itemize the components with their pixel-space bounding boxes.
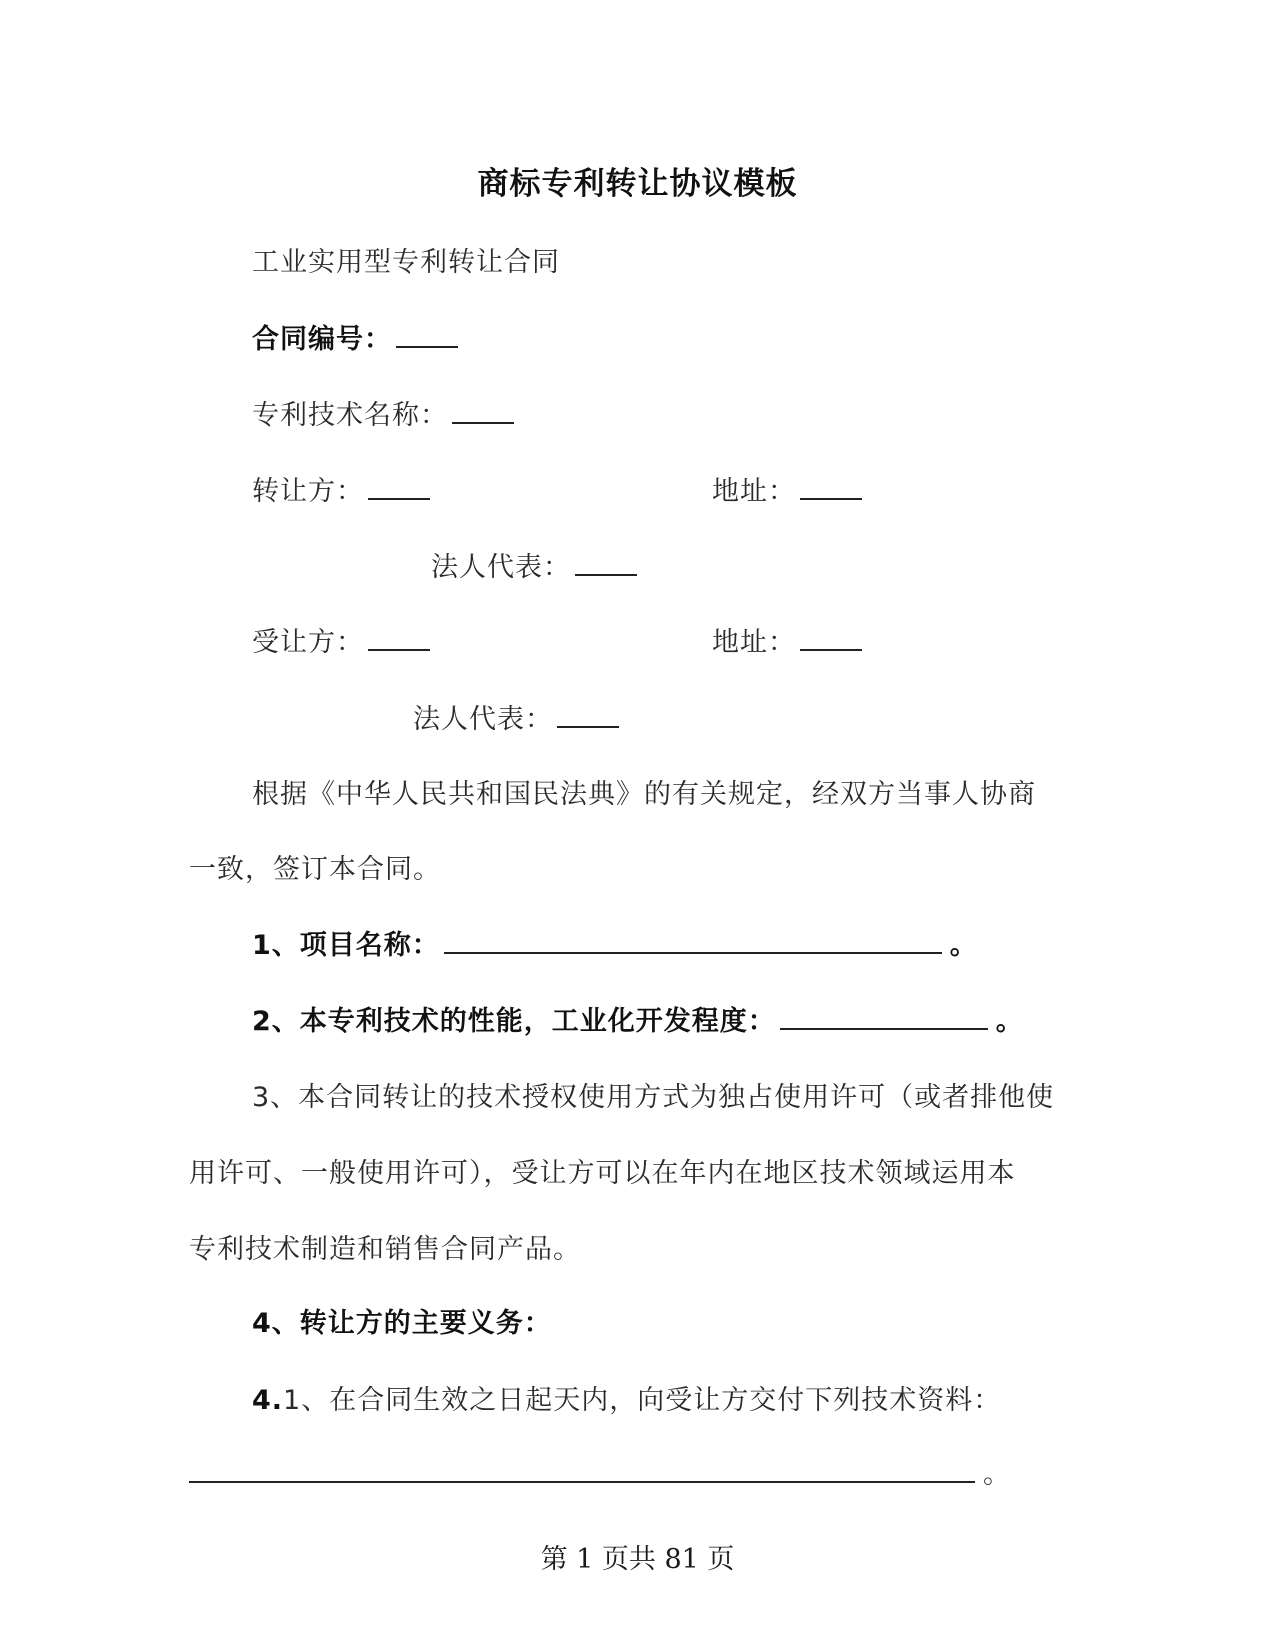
clause-4-1 (252, 1383, 1001, 1419)
clause-4-1-prefix: 4. (252, 1385, 284, 1416)
clause-4-heading: 4、转让方的主要义务： (252, 1308, 552, 1339)
transferor-representative-blank (575, 554, 637, 576)
clause-3-line-3: 专利技术制造和销售合同产品。 (189, 1234, 581, 1265)
patent-name-label: 专利技术名称： (252, 400, 448, 431)
patent-name-blank (452, 402, 514, 424)
page-indicator: 第 1 页共 81 页 (540, 1544, 735, 1575)
document-title: 商标专利转让协议模板 (477, 166, 798, 202)
transferee-representative-label: 法人代表： (413, 704, 553, 735)
transferee-blank (368, 629, 430, 651)
transferor-address-blank (800, 478, 862, 500)
transferee-representative-field (413, 702, 619, 738)
transferee-field (252, 625, 430, 661)
clause-1-end: 。 (949, 930, 978, 961)
transferor-field (252, 474, 430, 510)
transferee-representative-blank (557, 706, 619, 728)
clause-1-label: 1、项目名称： (252, 930, 440, 961)
transferor-address-label: 地址： (712, 476, 796, 507)
intro-line-1: 根据《中华人民共和国民法典》的有关规定，经双方当事人协商 (252, 779, 1036, 810)
clause-4-1-materials (189, 1457, 1011, 1493)
transferee-address-label: 地址： (712, 627, 796, 658)
clause-4-1-text: 1、在合同生效之日起天内，向受让方交付下列技术资料： (283, 1385, 1002, 1416)
clause-4-1-end: 。 (983, 1459, 1011, 1490)
transferor-blank (368, 478, 430, 500)
contract-subtitle: 工业实用型专利转让合同 (252, 247, 560, 278)
contract-number-field (252, 322, 458, 358)
transferee-address-blank (800, 629, 862, 651)
clause-2-blank (780, 1008, 988, 1030)
transferee-label: 受让方： (252, 627, 364, 658)
clause-4-1-blank (189, 1461, 975, 1483)
contract-number-label: 合同编号： (252, 324, 392, 355)
transferor-representative-field (431, 550, 637, 586)
clause-1-blank (444, 932, 942, 954)
transferor-label: 转让方： (252, 476, 364, 507)
transferor-address-field (712, 474, 862, 510)
clause-3-line-1: 3、本合同转让的技术授权使用方式为独占使用许可（或者排他使 (252, 1082, 1055, 1113)
transferor-representative-label: 法人代表： (431, 552, 571, 583)
clause-3-line-2: 用许可、一般使用许可），受让方可以在年内在地区技术领域运用本 (189, 1158, 1016, 1189)
clause-2-label: 2、本专利技术的性能，工业化开发程度： (252, 1006, 776, 1037)
contract-number-blank (396, 326, 458, 348)
clause-1 (252, 928, 978, 964)
clause-2-end: 。 (995, 1006, 1024, 1037)
transferee-address-field (712, 625, 862, 661)
patent-name-field (252, 398, 514, 434)
clause-2 (252, 1004, 1024, 1040)
intro-line-2: 一致，签订本合同。 (189, 854, 441, 885)
